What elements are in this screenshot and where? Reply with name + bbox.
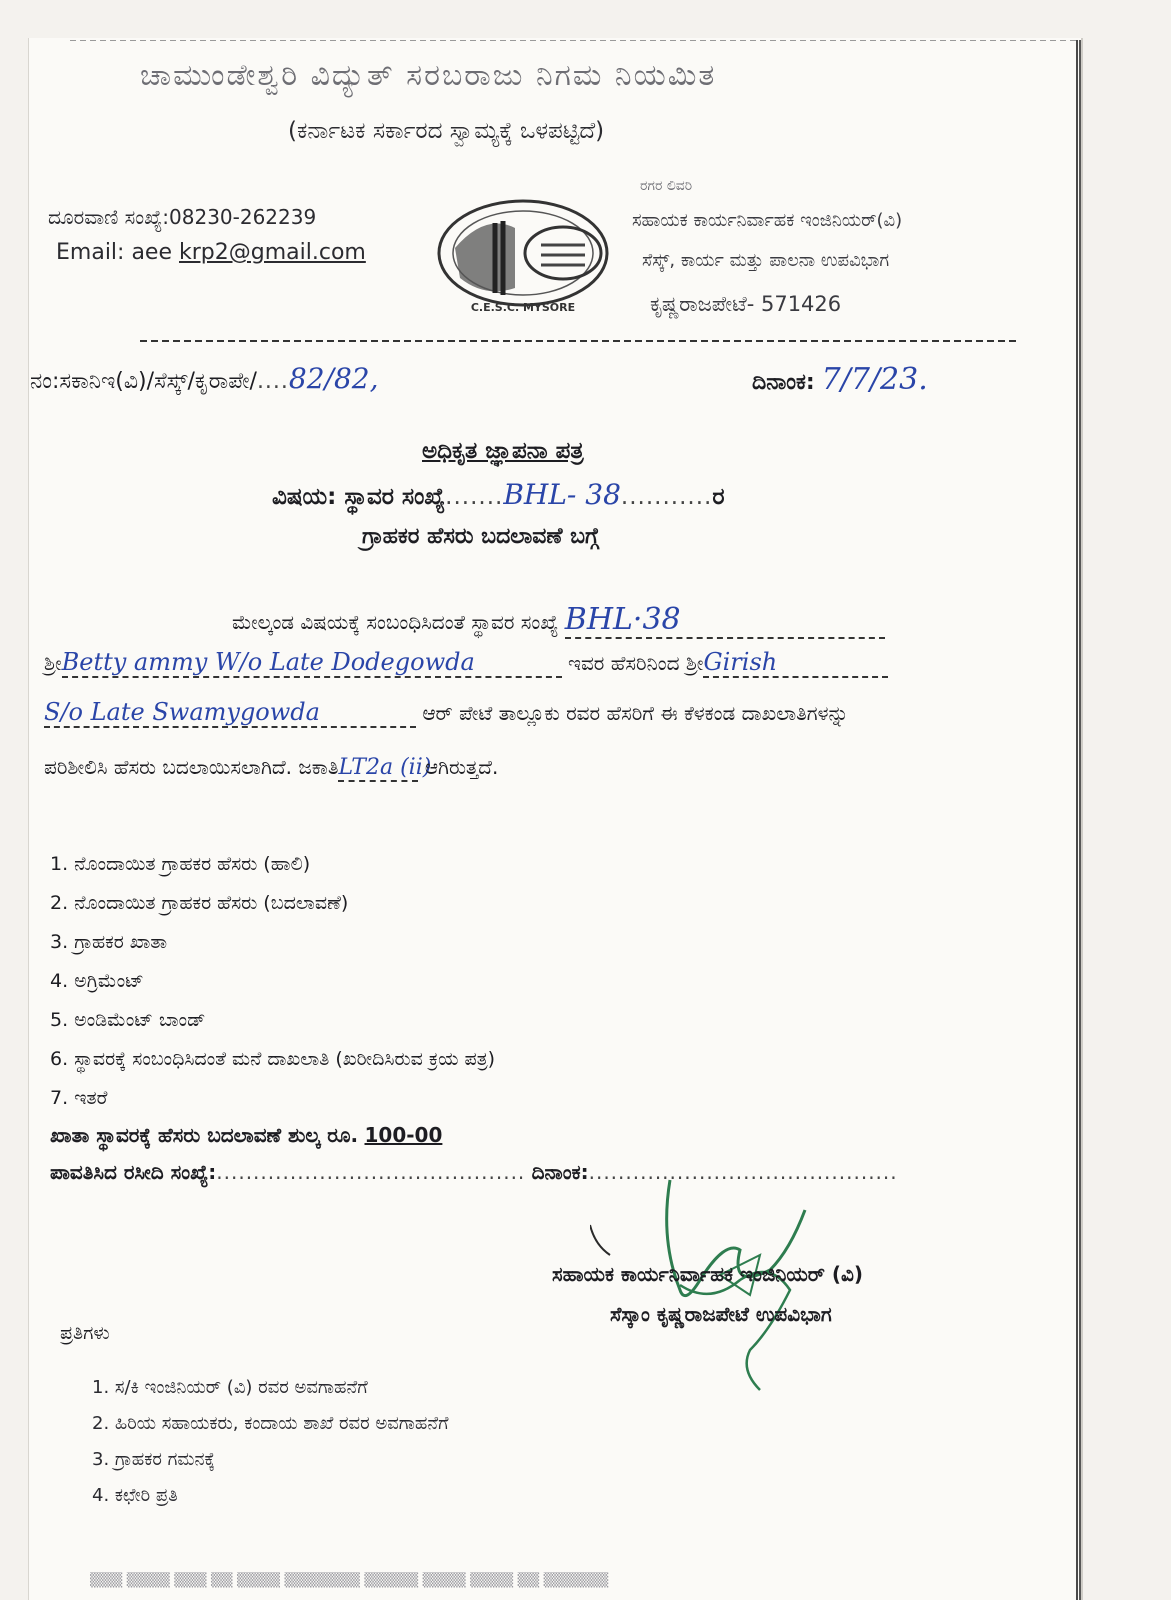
- list-item: 7. ಇತರೆ: [50, 1087, 108, 1109]
- company-name: ಚಾಮುಂಡೇಶ್ವರಿ ವಿದ್ಯುತ್ ಸರಬರಾಜು ನಿಗಮ ನಿಯಮಿತ: [140, 58, 717, 93]
- reference-dots: ....: [256, 369, 289, 394]
- body-line-4-suffix: ಆಗಿರುತ್ತದೆ.: [424, 755, 499, 779]
- body-line-4: [44, 755, 498, 782]
- list-item: 3. ಗ್ರಾಹಕರ ಖಾತಾ: [50, 931, 168, 953]
- body-line-2-prefix: ಶ್ರೀ: [44, 651, 62, 675]
- fee-amount: 100-00: [364, 1123, 443, 1147]
- copies-list: [92, 1370, 449, 1514]
- list-item: 1. ಸ/ಕಿ ಇಂಜಿನಿಯರ್ (ವಿ) ರವರ ಅವಗಾಹನೆಗೆ: [92, 1377, 368, 1398]
- body-line-2-handwritten: Betty ammy W/o Late Dodegowda: [62, 648, 562, 678]
- body-line-2-mid: ಇವರ ಹೆಸರಿನಿಂದ ಶ್ರೀ: [567, 651, 704, 675]
- subject-label: ವಿಷಯ: ಸ್ಥಾವರ ಸಂಖ್ಯೆ: [272, 484, 446, 510]
- subject-suffix: ರ: [712, 484, 725, 510]
- body-line-3-text: ಆರ್ ಪೇಟೆ ತಾಲ್ಲೂಕು ರವರ ಹೆಸರಿಗೆ ಈ ಕೆಳಕಂಡ ದಾಖಲಾತಿಗಳನ್ನು: [422, 701, 849, 725]
- receipt-label: ಪಾವತಿಸಿದ ರಸೀದಿ ಸಂಖ್ಯೆ:: [50, 1160, 217, 1184]
- office-line-1: ಸಹಾಯಕ ಕಾರ್ಯನಿರ್ವಾಹಕ ಇಂಜಿನಿಯರ್(ವಿ): [632, 210, 903, 231]
- subject-line: ವಿಷಯ: ಸ್ಥಾವರ ಸಂಖ್ಯೆ.......BHL- 38...........ರ: [272, 478, 725, 511]
- body-line-3: [44, 698, 849, 728]
- office-small-text: ರಗರ ಲಿವರಿ: [640, 178, 693, 194]
- list-item: 4. ಅಗ್ರಿಮೆಂಟ್: [50, 970, 144, 992]
- documents-list: [50, 845, 495, 1118]
- body-line-2: [44, 648, 888, 678]
- fee-label: ಖಾತಾ ಸ್ಥಾವರಕ್ಕೆ ಹೆಸರು ಬದಲಾವಣೆ ಶುಲ್ಕ ರೂ.: [50, 1123, 359, 1147]
- logo-caption: C.E.S.C. MYSORE: [470, 301, 576, 314]
- fee-line: [50, 1123, 442, 1147]
- reference-date: [752, 362, 928, 397]
- receipt-date-dots: ..........................................: [588, 1160, 898, 1184]
- signatory-office: ಸೆಸ್ಕಾಂ ಕೃಷ್ಣರಾಜಪೇಟೆ ಉಪವಿಭಾಗ: [610, 1302, 832, 1326]
- email-address: krp2@gmail.com: [179, 240, 366, 265]
- email-label: Email: aee: [56, 240, 179, 265]
- cesc-logo-icon: [433, 193, 613, 318]
- list-item: 6. ಸ್ಥಾವರಕ್ಕೆ ಸಂಬಂಧಿಸಿದಂತೆ ಮನೆ ದಾಖಲಾತಿ (ಖರೀದಿಸಿರುವ ಕ್ರಯ ಪತ್ರ): [50, 1048, 496, 1070]
- body-line-1: [232, 602, 885, 639]
- receipt-dots: ..........................................: [216, 1160, 526, 1184]
- reference-number: [30, 362, 379, 395]
- govt-note: (ಕರ್ನಾಟಕ ಸರ್ಕಾರದ ಸ್ವಾಮ್ಯಕ್ಕೆ ಒಳಪಟ್ಟಿದೆ): [288, 118, 605, 144]
- receipt-date-label: ದಿನಾಂಕ:: [531, 1160, 589, 1184]
- office-line-3: ಕೃಷ್ಣರಾಜಪೇಟೆ- 571426: [650, 292, 842, 316]
- subject-value: BHL- 38: [503, 478, 621, 511]
- date-label: ದಿನಾಂಕ:: [752, 370, 815, 395]
- copies-heading: ಪ್ರತಿಗಳು: [60, 1322, 110, 1344]
- office-line-2: ಸೆಸ್ಕ್, ಕಾರ್ಯ ಮತ್ತು ಪಾಲನಾ ಉಪವಿಭಾಗ: [642, 250, 890, 271]
- reference-handwritten: 82/82,: [288, 362, 379, 395]
- top-rule: [70, 40, 1076, 41]
- body-line-1-value: BHL·38: [565, 602, 885, 639]
- subject-line-2: ಗ್ರಾಹಕರ ಹೆಸರು ಬದಲಾವಣೆ ಬಗ್ಗೆ: [362, 524, 600, 549]
- memo-heading: ಅಧಿಕೃತ ಜ್ಞಾಪನಾ ಪತ್ರ: [422, 438, 584, 464]
- list-item: 5. ಅಂಡಿಮೆಂಟ್ ಬಾಂಡ್: [50, 1009, 206, 1031]
- body-line-4-handwritten: LT2a (ii): [338, 755, 432, 780]
- signatory-designation: ಸಹಾಯಕ ಕಾರ್ಯನಿರ್ವಾಹಕ ಇಂಜಿನಿಯರ್ (ವಿ): [552, 1262, 864, 1286]
- list-item: 4. ಕಛೇರಿ ಪ್ರತಿ: [92, 1485, 178, 1506]
- date-handwritten: 7/7/23.: [821, 362, 928, 397]
- phone-number: ದೂರವಾಣಿ ಸಂಖ್ಯೆ:08230-262239: [48, 205, 317, 229]
- faded-footer-text: ▒▒▒ ▒▒▒▒ ▒▒▒ ▒▒ ▒▒▒▒ ▒▒▒▒▒▒▒ ▒▒▒▒▒ ▒▒▒▒ ▒▒▒▒ ▒▒ ▒▒▒▒▒▒: [90, 1572, 609, 1588]
- list-item: 2. ನೊಂದಾಯಿತ ಗ್ರಾಹಕರ ಹೆಸರು (ಬದಲಾವಣೆ): [50, 892, 349, 914]
- email: [56, 240, 366, 265]
- list-item: 3. ಗ್ರಾಹಕರ ಗಮನಕ್ಕೆ: [92, 1449, 215, 1470]
- list-item: 2. ಹಿರಿಯ ಸಹಾಯಕರು, ಕಂದಾಯ ಶಾಖೆ ರವರ ಅವಗಾಹನೆಗೆ: [92, 1413, 449, 1434]
- header-divider: [140, 340, 1020, 342]
- body-line-3-handwritten: S/o Late Swamygowda: [44, 698, 416, 728]
- reference-prefix: ನಂ:ಸಕಾನಿಇ(ವಿ)/ಸೆಸ್ಕ್/ಕೃರಾಪೇ/: [30, 369, 257, 394]
- page-border: [1076, 40, 1081, 1600]
- body-line-4-text: ಪರಿಶೀಲಿಸಿ ಹೆಸರು ಬದಲಾಯಿಸಲಾಗಿದೆ. ಜಕಾತಿ: [44, 755, 339, 779]
- body-line-1-text: ಮೇಲ್ಕಂಡ ವಿಷಯಕ್ಕೆ ಸಂಬಂಧಿಸಿದಂತೆ ಸ್ಥಾವರ ಸಂಖ್ಯೆ: [232, 610, 559, 634]
- list-item: 1. ನೊಂದಾಯಿತ ಗ್ರಾಹಕರ ಹೆಸರು (ಹಾಲಿ): [50, 853, 311, 875]
- body-line-2-handwritten-2: Girish: [703, 648, 888, 678]
